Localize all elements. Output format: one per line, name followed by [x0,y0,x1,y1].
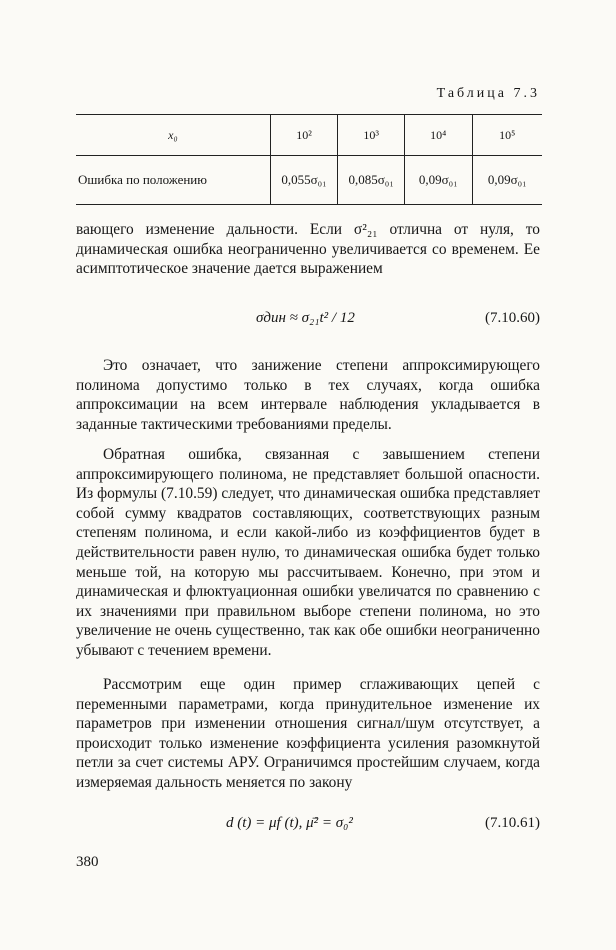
table-header-x0: x₀ [76,115,270,156]
table-header-cell: 10³ [338,115,405,156]
table-cell: 0,055σ₀₁ [270,156,338,205]
table-cell: 0,09σ₀₁ [405,156,473,205]
table-cell: 0,085σ₀₁ [338,156,405,205]
table-header-cell: 10² [270,115,338,156]
table-header-row [76,115,542,156]
table-row-label: Ошибка по положению [76,156,270,205]
table-row [76,156,542,205]
table-header-cell: 10⁴ [405,115,473,156]
paragraph-aru-example: Рассмотрим еще один пример сглаживающих цепей с переменными параметрами, когда принудительное изменение их параметров при изменении отношения сигнал/шум отсутствует, а происходит только изменение коэффициента усиления разомкнутой петли за счет системы АРУ. Ограничимся простейшим случаем, когда измеряемая дальность меняется по закону [76,676,540,791]
formula-number: (7.10.61) [485,815,540,831]
formula-number: (7.10.60) [485,310,540,326]
paragraph-underestimation: Это означает, что занижение степени аппроксимирующего полинома допустимо только в тех случаях, когда ошибка аппроксимации на всем интервале наблюдения укладывается в заданные тактическими требованиями пределы. [76,357,540,433]
formula-7-10-60 [76,310,540,334]
page-number: 380 [76,854,99,870]
paragraph-overestimation: Обратная ошибка, связанная с завышением степени аппроксимирующего полинома, не представляет большой опасности. Из формулы (7.10.59) следует, что динамическая ошибка представляет собой сумму квадратов составляющих, соответствующих разным степеням полинома, и если какой-либо из коэффициентов будет в действительности равен нулю, то динамическая ошибка будет только меньше той, на которую мы рассчитываем. Конечно, при этом и динамическая и флюктуационная ошибки увеличатся по сравнению с их значениями при правильном выборе степени полинома, но это увеличение не очень существенно, так как обе ошибки неограниченно убывают с течением времени. [76,446,540,659]
paragraph-dynamic-error: вающего изменение дальности. Если σ²₂₁ отлична от нуля, то динамическая ошибка неограниченно увеличивается со временем. Ее асимптотическое значение дается выражением [76,221,540,278]
formula-expression: σдин ≈ σ₂₁t² / 12 [256,310,355,326]
formula-7-10-61 [76,815,540,839]
table-cell: 0,09σ₀₁ [472,156,542,205]
error-table [76,114,542,205]
table-header-cell: 10⁵ [472,115,542,156]
formula-expression: d (t) = μf (t), μ̄² = σ₀² [226,815,353,831]
table-caption: Таблица 7.3 [436,86,540,101]
